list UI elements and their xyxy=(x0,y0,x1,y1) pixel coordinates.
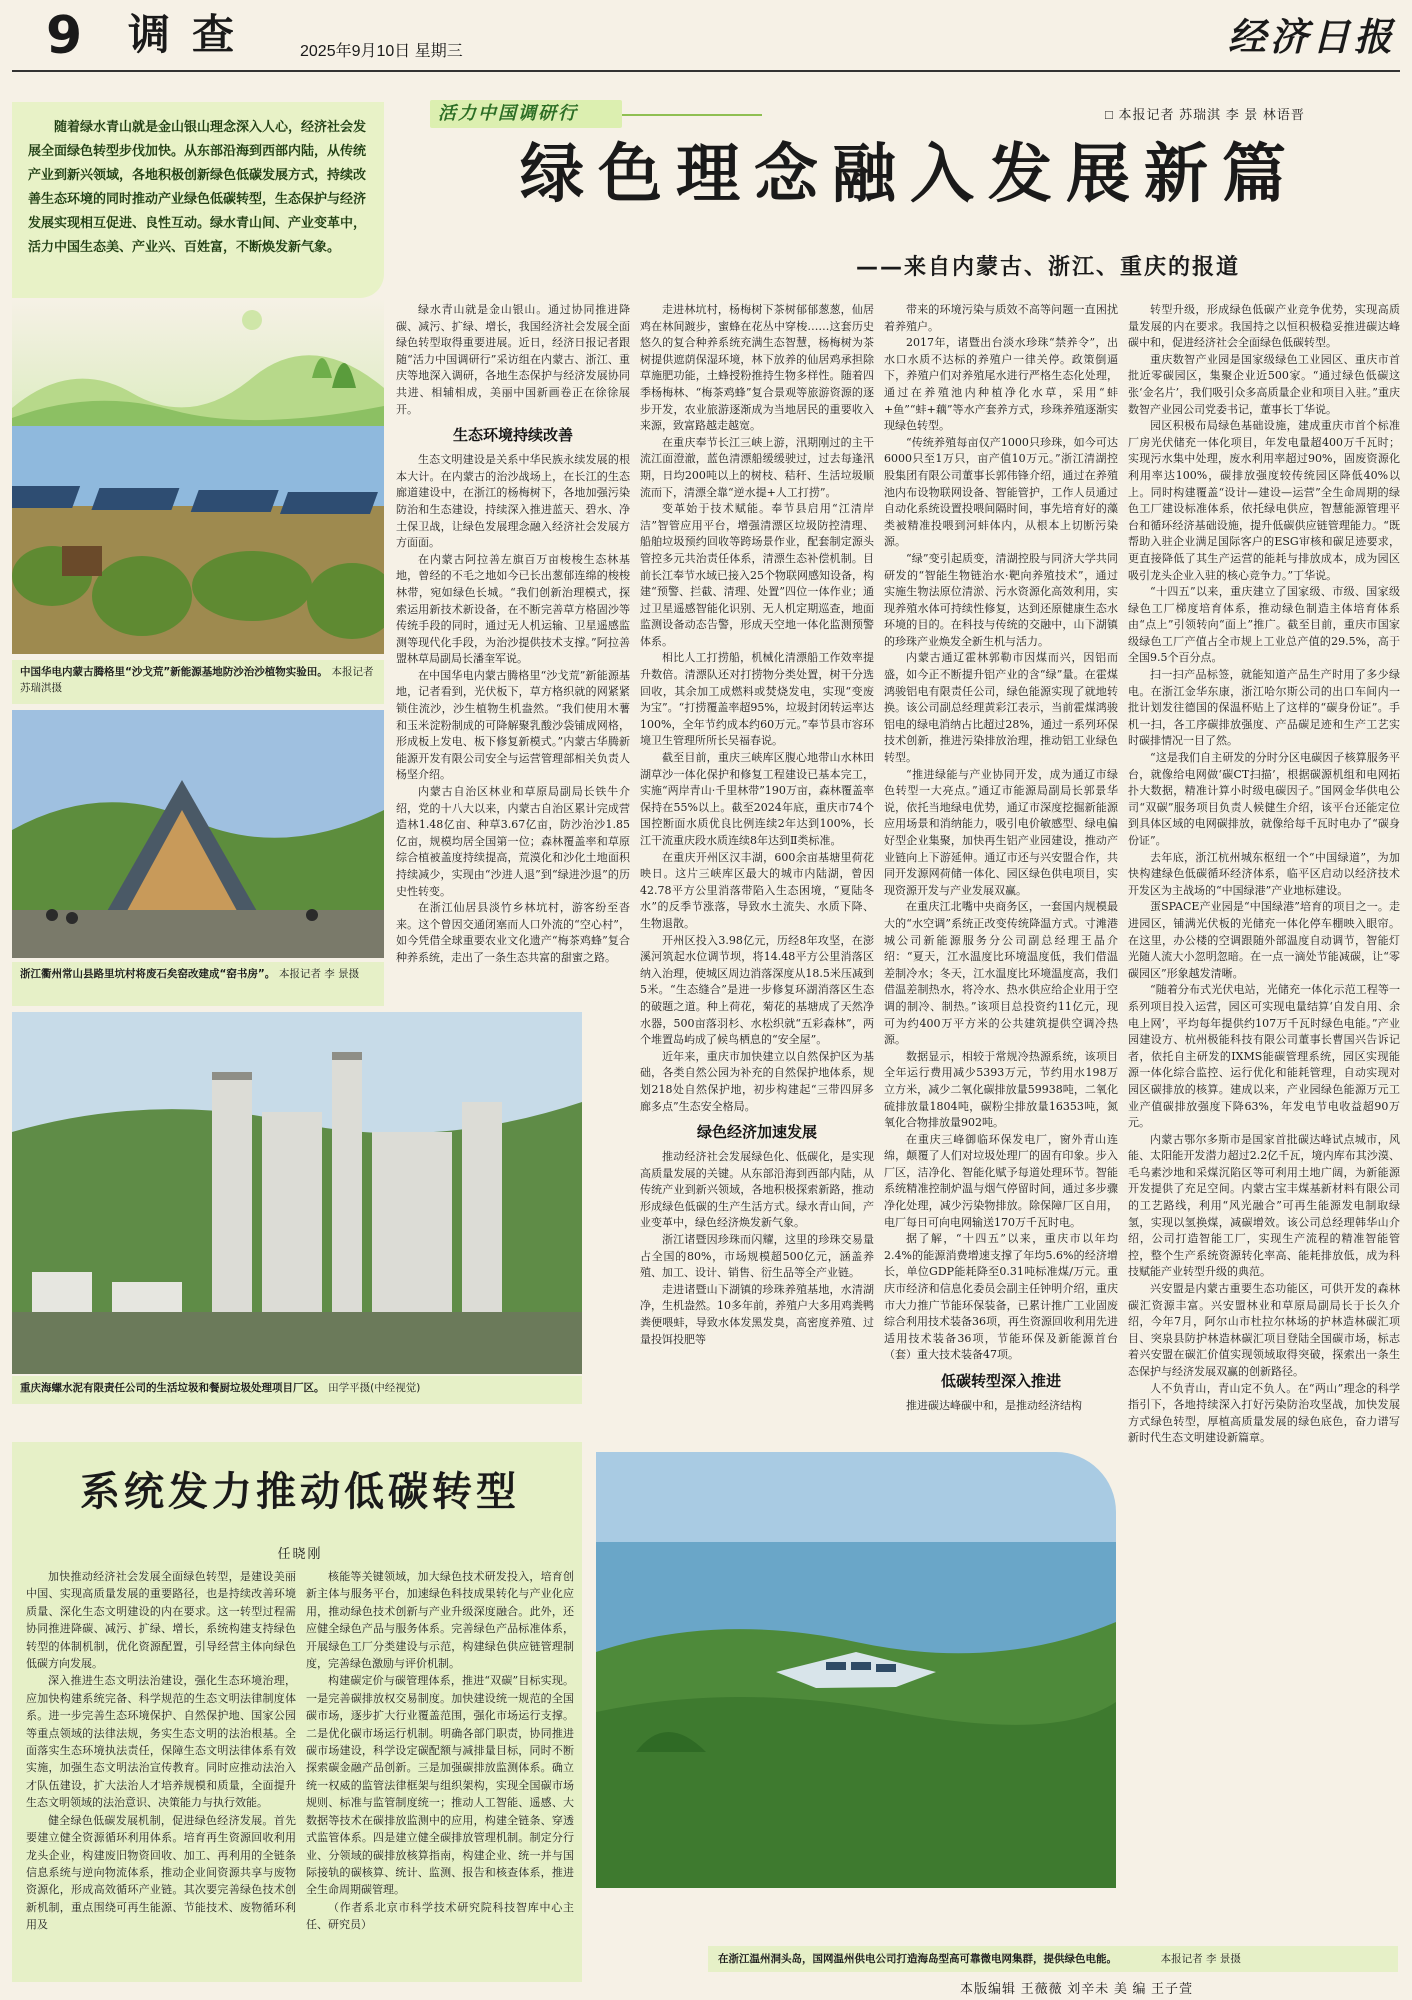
paragraph: 内蒙古鄂尔多斯市是国家首批碳达峰试点城市，风能、太阳能开发潜力超过2.2亿千瓦，境内库布其沙漠、毛乌素沙地和采煤沉陷区等可利用土地广阔，为新能源开发提供了充足空间。内蒙古宝丰煤基新材料有限公司的工艺路线，利用“风光融合”可再生能源发电制取绿氢，实现以氢换煤，减碳增效。该公司总经理韩华山介绍，公司打造智能工厂，实现生产流程的精准智能管控，整个生产系统资源转化率高、能耗排放低，成为科技赋能产业转型升级的典范。 xyxy=(1128,1132,1400,1279)
intro-summary: 随着绿水青山就是金山银山理念深入人心，经济社会发展全面绿色转型步伐加快。从东部沿海到西部内陆，从传统产业到新兴领域，各地积极创新绿色低碳发展方式，持续改善生态环境的同时推动产业绿色低碳转型，生态保护与经济发展实现相互促进、良性互动。绿水青山间、产业变革中，活力中国生态美、产业兴、百姓富，不断焕发新气象。 xyxy=(12,102,384,298)
paragraph: 健全绿色低碳发展机制，促进绿色经济发展。首先要建立健全资源循环利用体系。培育再生资源回收利用龙头企业，构建废旧物资回收、加工、再利用的全链条信息系统与逆向物流体系，推动企业间资源共享与废物资源化，形成高效循环产业链。其次要完善绿色技术创新机制，重点围绕可再生能源、节能技术、废物循环利用及 xyxy=(26,1813,296,1932)
paragraph: 据了解，“十四五”以来，重庆市以年均2.4%的能源消费增速支撑了年均5.6%的经济增长，单位GDP能耗降至0.31吨标准煤/万元。重庆市经济和信息化委员会副主任钟明介绍，重庆市大力推广节能环保装备，已累计推广工业固废综合利用技术装备36项，再生资源回收利用先进适用技术装备36项，节能环保及新能源首台（套）重大技术装备47项。 xyxy=(884,1232,1118,1362)
byline: □ 本报记者 苏瑞淇 李 景 林语晋 xyxy=(1105,107,1305,122)
photo-solar-field xyxy=(12,426,384,654)
paragraph: 截至目前，重庆三峡库区腹心地带山水林田湖草沙一体化保护和修复工程建设已基本完工，实施“两岸青山·千里林带”190万亩，森林覆盖率保持在55%以上。截至2024年底，重庆市74个国控断面水质优良比例连续2年达到100%，长江干流重庆段水质连续8年达到Ⅱ类标准。 xyxy=(640,751,874,847)
paragraph: （作者系北京市科学技术研究院科技智库中心主任、研究员） xyxy=(306,1900,574,1932)
section-heading-1: 生态环境持续改善 xyxy=(452,426,573,445)
paragraph: 生态文明建设是关系中华民族永续发展的根本大计。在内蒙古的治沙战场上，在长江的生态廊道建设中，在浙江的杨梅树下，各地加强污染防治和生态建设，持续深入推进蓝天、碧水、净土保卫战，让绿色发展理念融入经济社会发展方方面面。 xyxy=(396,453,630,550)
caption-photo1-text: 中国华电内蒙古腾格里“沙戈荒”新能源基地防沙治沙植物实验田。 xyxy=(20,666,328,678)
column-tag: 活力中国调研行 xyxy=(430,100,622,128)
paragraph: 走进林坑村，杨梅树下茶树郁郁葱葱，仙居鸡在林间踱步，蜜蜂在花丛中穿梭……这套历史悠久的复合种养系统充满生态智慧，杨梅树为茶树提供遮荫保湿环境，林下放养的仙居鸡承担除草施肥功能，土蜂授粉推持生物多样性。随着四季杨梅林、“梅茶鸡蜂”复合景观等旅游资源的逐步开发，农业旅游逐渐成为当地居民的重要收入来源，致富路越走越宽。 xyxy=(640,303,874,433)
section-heading-2: 绿色经济加速发展 xyxy=(696,1123,817,1142)
paragraph: 园区积极布局绿色基础设施，建成重庆市首个标准厂房光伏储充一体化项目，年发电量超400万千瓦时；实现污水集中处理，废水利用率超过90%，固废资源化利用率达100%，碳排放强度较传统园区降低40%以上。同时构建覆盖“设计—建设—运营”全生命周期的绿色工厂建设标准体系，依托绿电供应，智慧能源管理平台和循环经济基础设施，提升低碳供应链管理能力。“既帮助入驻企业满足国际客户的ESG审核和碳足迹要求，更直接降低了其生产运营的能耗与排放成本，成为园区吸引龙头企业入驻的核心竞争力。”丁华说。 xyxy=(1128,419,1400,582)
article-column-3 xyxy=(884,302,1118,1442)
caption-photo1-credit: 本报记者 苏瑞淇摄 xyxy=(20,666,374,694)
caption-photo4 xyxy=(708,1946,1398,1972)
paragraph: 转型升级，形成绿色低碳产业竞争优势，实现高质量发展的内在要求。我国持之以恒积极稳妥推进碳达峰碳中和，促进经济社会全面绿色低碳转型。 xyxy=(1128,303,1400,350)
newspaper-logo: 经济日报 xyxy=(1227,14,1396,59)
page-number: 9 xyxy=(46,6,83,66)
article-column-2 xyxy=(640,302,874,1442)
paragraph: “这是我们自主研发的分时分区电碳因子核算服务平台，就像给电网做‘碳CT扫描’，根据碳源机组和电网拓扑大数据，精准计算小时级电碳因子。”国网金华供电公司“双碳”服务项目负责人候健生介绍，该平台还能定位到具体区域的电网碳排放，就像给每千瓦时电办了“碳身份证”。 xyxy=(1128,751,1400,847)
paragraph: 在重庆三峰御临环保发电厂，窗外青山连绵，颠覆了人们对垃圾处理厂的固有印象。步入厂区，洁净化、智能化赋予每道处理环节。智能系统精准控制炉温与烟气停留时间，通过多步骤净化处理，减少污染物排放。除保障厂区自用，电厂每日可向电网输送170万千瓦时电。 xyxy=(884,1132,1118,1229)
paragraph: 在重庆奉节长江三峡上游，汛期刚过的主干流江面澄澈，蓝色清漂船缓缓驶过，过去每逢汛期，日均200吨以上的树枝、秸秆、生活垃圾顺流而下，清漂全靠“逆水提+人工打捞”。 xyxy=(640,435,874,499)
paragraph: 数据显示，相较于常规冷热源系统，该项目全年运行费用减少5393万元，节约用水198万立方米，减少二氧化碳排放量59938吨，二氧化硫排放量1804吨，碳粉尘排放量16353吨，氮氧化合物排放量902吨。 xyxy=(884,1049,1118,1130)
section-name: 调查 xyxy=(128,10,257,59)
paragraph: 去年底，浙江杭州城东枢纽一个“中国绿道”，为加快构建绿色低碳循环经济体系，临平区启动以经济技术开发区为主战场的“中国绿港”产业地标建设。 xyxy=(1128,850,1400,897)
paragraph: “推进绿能与产业协同开发，成为通辽市绿色转型一大亮点。”通辽市能源局副局长郭景华说，依托当地绿电优势，通辽市深度挖掘新能源应用场景和消纳能力，吸引电价敏感型、绿电偏好型企业集聚，加快再生铝产业园建设，推动产业链向上下游延伸。通辽市还与兴安盟合作，共同开发源网荷储一体化、园区绿色供电项目，实现资源开发与产业发展双赢。 xyxy=(884,767,1118,897)
photo-island-microgrid xyxy=(596,1452,1116,1888)
paragraph: 2017年，诸暨出台淡水珍珠“禁养令”，出水口水质不达标的养殖户一律关停。政策倒逼下，养殖户们对养殖尾水进行严格生态化处理，通过在养殖池内种植净化水草，采用“蚌+鱼”“蚌+藕”等水产套养方式，珍珠养殖逐渐实现绿色转型。 xyxy=(884,336,1118,433)
intro-decoration xyxy=(12,298,384,428)
paragraph: 推动经济社会发展绿色化、低碳化，是实现高质量发展的关键。从东部沿海到西部内陆，从传统产业到新兴领域，各地积极探索新路，推动形成绿色低碳的生产生活方式。绿水青山间，产业变革中，绿色经济焕发新气象。 xyxy=(640,1150,874,1230)
caption-photo2-credit: 本报记者 李 景摄 xyxy=(278,968,360,980)
caption-photo2-text: 浙江衢州常山县路里坑村将废石矣窑改建成“窑书房”。 xyxy=(20,968,276,980)
paragraph: “绿”变引起质变，清湖控股与同济大学共同研发的“智能生物链治水·靶向养殖技术”，通过实施生物法原位清淤、污水资源化高效利用，实现养殖水体可持续性修复，达到还原健康生态水环境的目的。在科技与传统的交融中，山下湖镇的珍珠产业焕发全新生机与活力。 xyxy=(884,551,1118,648)
caption-photo3-text: 重庆海螺水泥有限责任公司的生活垃圾和餐厨垃圾处理项目厂区。 xyxy=(20,1382,325,1394)
paragraph: “传统养殖每亩仅产1000只珍珠，如今可达6000只至1万只，亩产值10万元。”浙江清湖控股集团有限公司董事长郭伟锋介绍，通过在养殖池内布设物联网设备、智能管护，工作人员通过自动化系统设置投喂间隔时间，事先培育好的藻类被精准投喂到河蚌体内，从根本上切断污染源。 xyxy=(884,435,1118,549)
paragraph: 走进诸暨山下湖镇的珍珠养殖基地，水清湖净，生机盎然。10多年前，养殖户大多用鸡粪鸭粪便喂蚌，导致水体发黑发臭，高密度养殖、过量投饵投肥等 xyxy=(640,1282,874,1346)
paragraph: 构建碳定价与碳管理体系，推进“双碳”目标实现。一是完善碳排放权交易制度。加快建设统一规范的全国碳市场，逐步扩大行业覆盖范围，强化市场运行支撑。二是优化碳市场运行机制。明确各部门职责，协同推进碳市场建设，科学设定碳配额与减排量目标，同时不断探索碳金融产品创新。三是加强碳排放监测体系。确立统一权威的监管法律框架与组织架构，实现全国碳市场规则、标准与监管制度统一；推动人工智能、遥感、大数据等技术在碳排放监测中的应用，构建全链条、穿透式监管体系。四是建立健全碳排放管理机制。制定分行业、分领域的碳排放核算指南，构建企业、统一并与国际接轨的碳核算、统计、监测、报告和核查体系，推进全生命周期碳管理。 xyxy=(306,1674,574,1897)
paragraph: 在中国华电内蒙古腾格里“沙戈荒”新能源基地，记者看到，光伏板下，草方格织就的网紧紧锁住流沙，沙生植物生机盎然。“我们使用木薯和玉米淀粉制成的可降解聚乳酸沙袋铺成网格，形成板上发电、板下修复新模式。”内蒙古华腾新能源开发有限公司安全与运营管理部相关负责人杨坚介绍。 xyxy=(396,668,630,782)
paragraph: 内蒙古自治区林业和草原局副局长铁牛介绍，党的十八大以来，内蒙古自治区累计完成营造林1.48亿亩、种草3.67亿亩，防沙治沙1.85亿亩，规模均居全国第一位；森林覆盖率和草原综合植被盖度持续提高，荒漠化和沙化土地面积持续减少，实现由“沙进人退”到“绿进沙退”的历史性转变。 xyxy=(396,785,630,898)
paragraph: “十四五”以来，重庆建立了国家级、市级、国家级绿色工厂梯度培育体系，推动绿色制造主体培育体系由“点上”引领转向“面上”推广。截至目前，重庆市国家级绿色工厂产值占全市规上工业总产值的29.5%，高于全国9.5个百分点。 xyxy=(1128,585,1400,665)
paragraph: 人不负青山，青山定不负人。在“两山”理念的科学指引下，各地持续深入打好污染防治攻坚战，加快发展方式绿色转型，厚植高质量发展的绿色底色，奋力谱写新时代生态文明建设新篇章。 xyxy=(1128,1381,1400,1445)
caption-photo4-text: 在浙江温州洞头岛，国网温州供电公司打造海岛型高可靠微电网集群，提供绿色电能。 xyxy=(718,1953,1117,1965)
paragraph: 推进碳达峰碳中和，是推动经济结构 xyxy=(906,1399,1082,1412)
article-column-1 xyxy=(396,302,630,1442)
paragraph: 内蒙古通辽霍林郭勒市因煤而兴，因铝而盛，如今正不断提升铝产业的含“绿”量。在霍煤鸿骏铝电有限责任公司，绿色能源实现了就地转换。该公司副总经理黄彩江表示，当前霍煤鸿骏铝电的绿电消纳占比超过28%，通过一系列环保技术创新，推进污染排放治理，推动铝工业绿色转型。 xyxy=(884,651,1118,765)
paragraph: 在浙江仙居县淡竹乡林坑村，游客纷至沓来。这个曾因交通闭塞而人口外流的“空心村”，如今凭借全球重要农业文化遗产“梅茶鸡蜂”复合种养系统，走出了一条生态共富的甜蜜之路。 xyxy=(396,901,630,964)
paragraph: 变革始于技术赋能。奉节县启用“江清岸洁”智管应用平台，增强清漂区垃圾防控清理、船舶垃圾预约回收等跨场景作业，配套制定源头管控多元共治责任体系，清漂生态补偿机制。目前长江奉节水域已接入25个物联网感知设备，构建“预警、拦截、清理、处置”四位一体作业；通过卫星遥感智能化识别、无人机定期巡查，地面监测设备动态告警，形成天空地一体化监测预警体系。 xyxy=(640,502,874,648)
editors-credit: 本版编辑 王薇薇 刘辛未 美 编 王子萱 xyxy=(960,1981,1194,1996)
paragraph: 在内蒙古阿拉善左旗百万亩梭梭生态林基地，曾经的不毛之地如今已长出葱郁连绵的梭梭林带，宛如绿色长城。“我们创新治理模式，探索运用新技术新设备，在不断完善草方格固沙等传统手段的同时，通过无人机运输、卫星遥感监测等现代化手段，为治沙提供技术支撑。”阿拉善盟林草局副局长潘奎军说。 xyxy=(396,552,630,666)
headline: 绿色理念融入发展新篇 xyxy=(520,138,1300,212)
paragraph: 兴安盟是内蒙古重要生态功能区，可供开发的森林碳汇资源丰富。兴安盟林业和草原局副局长于长久介绍，今年7月，阿尔山市杜拉尔林场的护林造林碳汇项目、突泉县防护林造林碳汇项目登陆全国碳市场，标志着兴安盟在碳汇价值实现领域取得突破，探索出一条生态保护与经济发展双赢的创新路径。 xyxy=(1128,1282,1400,1378)
issue-date: 2025年9月10日 星期三 xyxy=(300,43,463,60)
tag-divider xyxy=(622,114,762,116)
caption-photo4-credit: 本报记者 李 景摄 xyxy=(1160,1953,1241,1965)
paragraph: 在重庆开州区汉丰湖，600余亩基塘里荷花映日。这片三峡库区最大的城市内陆湖，曾因42.78平方公里消落带陷入生态困境，“夏陆冬水”的反季节涨落，导致水土流失、水质下降、生物退散。 xyxy=(640,850,874,930)
caption-photo1 xyxy=(12,660,384,704)
paragraph: 近年来，重庆市加快建立以自然保护区为基础，各类自然公园为补充的自然保护地体系，规划218处自然保护地，初步构建起“三带四屏多廊多点”生态安全格局。 xyxy=(640,1049,874,1113)
caption-photo3-credit: 田学平摄(中经视觉) xyxy=(328,1382,421,1394)
paragraph: 相比人工打捞船，机械化清漂船工作效率提升数倍。清漂队还对打捞物分类处置，树干分选回收，其余加工成燃料或焚烧发电，实现“变废为宝”。“打捞覆盖率超95%，垃圾封闭转运率达100%，全年节约成本约60万元。”奉节县市容环境卫生管理所所长吴福春说。 xyxy=(640,651,874,748)
paragraph: 带来的环境污染与质效不高等问题一直困扰着养殖户。 xyxy=(884,303,1118,333)
article-column-4 xyxy=(1128,302,1400,1644)
photo-kiln-library xyxy=(12,710,384,958)
paragraph: 核能等关键领域，加大绿色技术研发投入，培育创新主体与服务平台，加速绿色科技成果转化与产业化应用，推动绿色技术创新与产业升级深度融合。此外，还应健全绿色产品与服务体系。完善绿色产品标准体系，开展绿色工厂分类建设与示范，构建绿色供应链管理制度，完善绿色激励与评价机制。 xyxy=(306,1570,574,1671)
paragraph: 开州区投入3.98亿元，历经8年攻坚，在澎溪河筑起水位调节坝，将14.48平方公里消落区纳入治理，使城区周边消落深度从18.5米压减到5米。“生态缝合”是进一步修复环湖消落区生态的破题之道。种上荷花，菊花的基塘成了天然净水器，500亩落羽杉、水松织就“五彩森林”，两个堆置岛屿成了候鸟栖息的“安全屋”。 xyxy=(640,933,874,1047)
commentary-title: 系统发力推动低碳转型 xyxy=(80,1469,520,1515)
paragraph: 扫一扫产品标签，就能知道产品生产时用了多少绿电。在浙江金华东康，浙江哈尔斯公司的出口车间内一批计划发往德国的保温杯贴上了这样的“碳身份证”。手机一扫，各工序碳排放强度、产品碳足迹和生产工艺实时碳排情况一目了然。 xyxy=(1128,668,1400,748)
paragraph: 重庆数智产业园是国家级绿色工业园区、重庆市首批近零碳园区，集聚企业近500家。“通过绿色低碳这张‘金名片’，我们吸引众多高质量企业和项目入驻。”重庆数智产业园公司党委书记，董事长丁华说。 xyxy=(1128,352,1400,416)
paragraph: 浙江诸暨因珍珠而闪耀，这里的珍珠交易量占全国的80%，市场规模超500亿元，涵盖养殖、加工、设计、销售、衍生品等全产业链。 xyxy=(640,1233,874,1280)
paragraph: 绿水青山就是金山银山。通过协同推进降碳、减污、扩绿、增长，我国经济社会发展全面绿色转型取得重要进展。近日，经济日报记者跟随“活力中国调研行”采访组在内蒙古、浙江、重庆等地深入调研，各地生态保护与经济发展协同共进、相辅相成，美丽中国新画卷正在徐徐展开。 xyxy=(396,303,630,416)
paragraph: 深入推进生态文明法治建设，强化生态环境治理，应加快构建系统完备、科学规范的生态文明法律制度体系。进一步完善生态环境保护、自然保护地、国家公园等重点领域的法律法规，务实生态文明的法治根基。全面落实生态环境执法责任，保障生态文明法律体系有效实施，加强生态文明法治宣传教育。同时应推动法治入才队伍建设，扩大法治人才培养规模和质量，全面提升生态文明领域的法治意识、决策能力与执行效能。 xyxy=(26,1674,296,1810)
paragraph: “随着分布式光伏电站，光储充一体化示范工程等一系列项目投入运营，园区可实现电量结算‘自发自用、余电上网’，平均每年提供约107万千瓦时绿色电能。”产业园建设方、杭州极能科技有限公司董事长曹国兴告诉记者，依托自主研发的IXMS能碳管理系统，园区实现能源一体化综合监控、运行优化和能耗管理，自动实现对园区碳排放的核算。建成以来，产业园绿色能源万元工业产值碳排放强度下降63%，年发电节电收益超90万元。 xyxy=(1128,983,1400,1130)
section-heading-3: 低碳转型深入推进 xyxy=(940,1372,1061,1390)
commentary-column-left xyxy=(26,1568,296,1974)
caption-photo2 xyxy=(12,962,384,1006)
paragraph: 蛋SPACE产业园是“中国绿港”培育的项目之一。走进园区，铺满光伏板的光储充一体化停车棚映入眼帘。在这里，办公楼的空调跟随外部温度自动调节，智能灯光随人流大小忽明忽暗。在一点一滴处节能减碳，让“零碳园区”形象越发清晰。 xyxy=(1128,900,1400,980)
subheadline: ——来自内蒙古、浙江、重庆的报道 xyxy=(855,255,1240,280)
paragraph: 在重庆江北嘴中央商务区，一套国内规模最大的“水空调”系统正改变传统降温方式。寸滩港城公司新能源服务分公司副总经理王晶介绍：“夏天，江水温度比环境温度低，我们借温差制冷水；冬天，江水温度比环境温度高，我们借温差制热水，将冷水、热水供应给企业用于空调的制冷、制热。”该项目总投资约11亿元，现可为约400万平方米的公共建筑提供空调冷热源。 xyxy=(884,900,1118,1047)
commentary-column-right xyxy=(306,1568,574,1974)
commentary-author: 任晓刚 xyxy=(277,1546,323,1561)
paragraph: 加快推动经济社会发展全面绿色转型，是建设美丽中国、实现高质量发展的重要路径，也是持续改善环境质量、深化生态文明建设的内在要求。这一转型过程需协同推进降碳、减污、扩绿、增长，系统构建支持绿色转型的体制机制，优化资源配置，引导经营主体向绿色低碳方向发展。 xyxy=(26,1570,296,1671)
